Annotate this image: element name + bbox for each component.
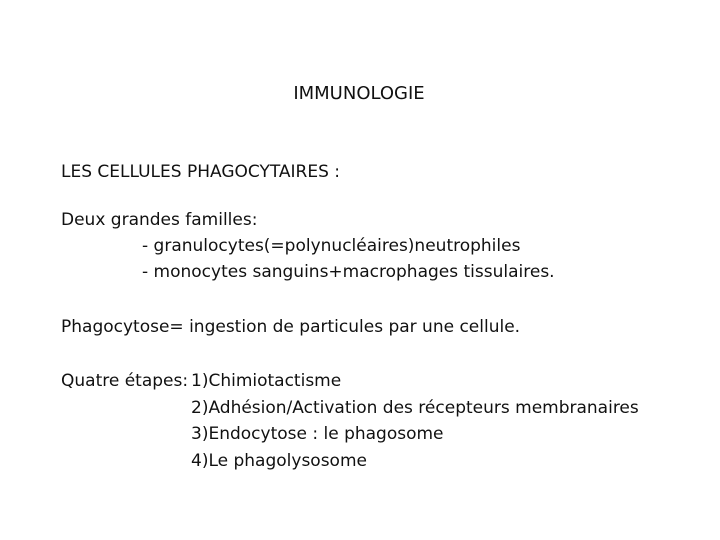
families-label: Deux grandes familles:	[61, 210, 258, 230]
slide-title: IMMUNOLOGIE	[293, 83, 425, 104]
family-item-monocytes: - monocytes sanguins+macrophages tissulaires.	[142, 262, 555, 282]
step-item-2: 2)Adhésion/Activation des récepteurs membranaires	[191, 398, 639, 418]
steps-label: Quatre étapes:	[61, 371, 189, 391]
step-item-4: 4)Le phagolysosome	[191, 451, 367, 471]
family-item-granulocytes: - granulocytes(=polynucléaires)neutrophiles	[142, 236, 521, 256]
step-item-3: 3)Endocytose : le phagosome	[191, 424, 444, 444]
phagocytose-definition: Phagocytose= ingestion de particules par une cellule.	[61, 317, 521, 337]
step-item-1: 1)Chimiotactisme	[191, 371, 342, 391]
section-heading: LES CELLULES PHAGOCYTAIRES :	[61, 162, 341, 182]
